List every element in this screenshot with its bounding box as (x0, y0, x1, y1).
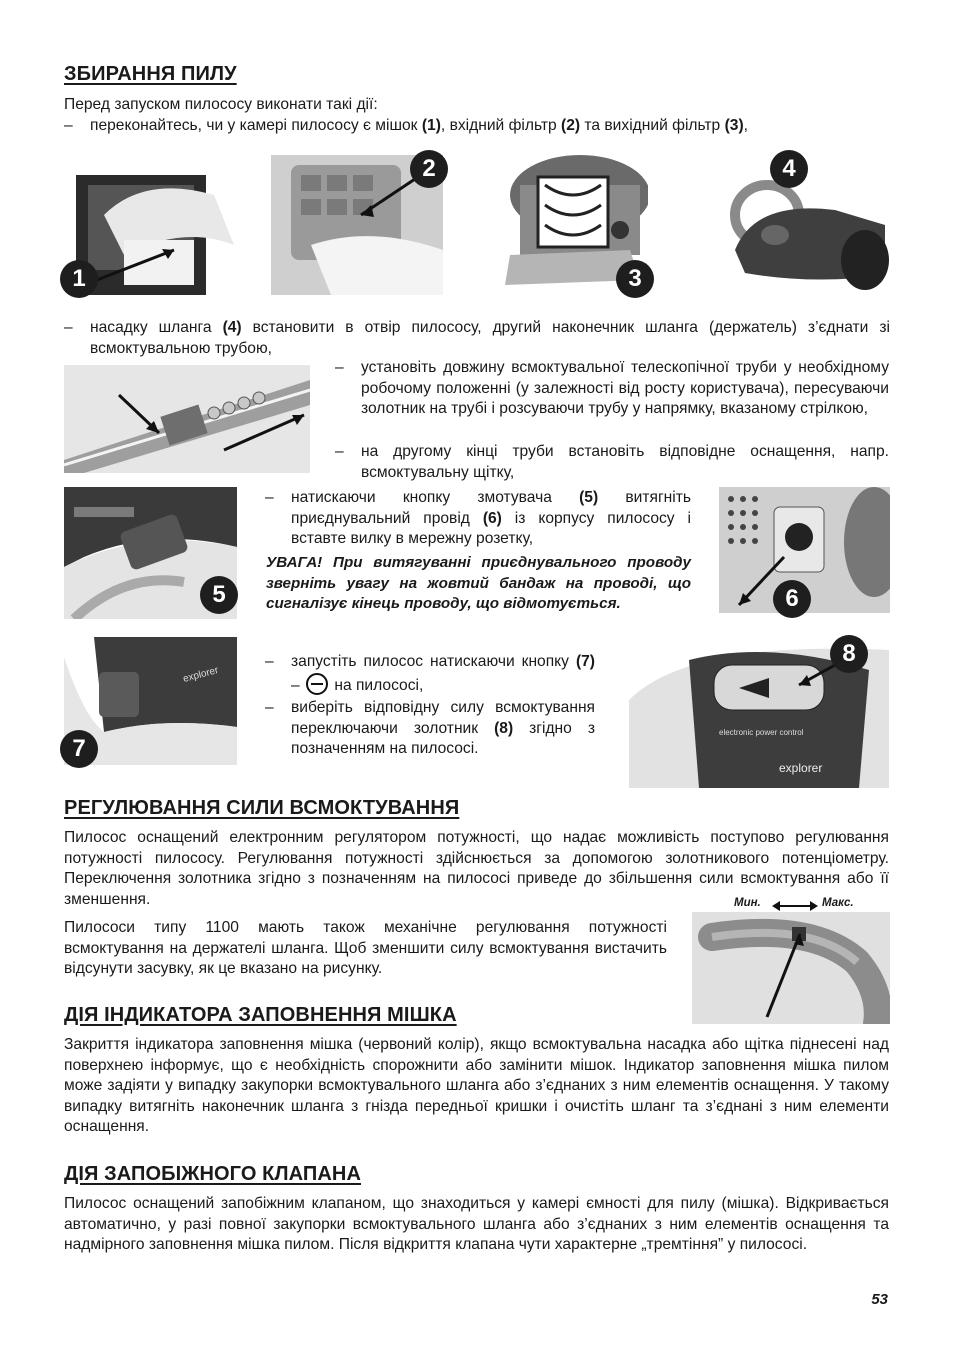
section-title-suction-control: РЕГУЛЮВАННЯ СИЛИ ВСМОКТУВАННЯ (64, 797, 460, 819)
telescopic-tube-illustration (64, 365, 310, 473)
callout-1: 1 (60, 260, 98, 298)
text: із корпусу пилососу і вставте вилку в мережну розетку, (291, 509, 691, 548)
ref-3: (3) (724, 117, 744, 134)
text: та вихідний фільтр (580, 117, 725, 134)
text: на пилососі, (330, 676, 424, 694)
text: , (743, 117, 748, 134)
text: на другому кінці труби встановіть відповідне оснащення, напр. всмоктувальну щітку, (361, 443, 889, 481)
page-number: 53 (871, 1291, 888, 1308)
control-label: electronic power control (719, 728, 804, 737)
callout-3: 3 (616, 260, 654, 298)
brand-label: explorer (181, 664, 220, 685)
ref-5: (5) (579, 489, 599, 506)
section-title-safety-valve: ДІЯ ЗАПОБІЖНОГО КЛАПАНА (64, 1163, 361, 1185)
step-cord (265, 488, 691, 550)
ref-6: (6) (482, 509, 502, 527)
max-label: Макс. (822, 897, 854, 909)
ref-1: (1) (421, 117, 441, 134)
dash: – (265, 653, 274, 670)
brand-label: explorer (779, 761, 823, 775)
callout-4: 4 (770, 150, 808, 188)
hose-handle-illustration (692, 912, 890, 1024)
dash: – (64, 117, 73, 134)
intro-text: Перед запуском пилососу виконати такі дії: (64, 96, 378, 113)
section-title-bag-indicator: ДІЯ ІНДИКАТОРА ЗАПОВНЕННЯ МІШКА (64, 1004, 457, 1026)
text: витягніть приєднувальний провід (291, 489, 691, 527)
dash: – (64, 319, 73, 336)
text: згідно з позначенням на пилососі. (291, 719, 595, 758)
text: запустіть пилосос натискаючи кнопку (291, 653, 576, 670)
step-bag-filters (64, 116, 890, 137)
text: встановити в отвір пилососу, другий наконечник шланга (держатель) з’єднати зі всмоктувальною трубою, (90, 319, 890, 357)
callout-2: 2 (410, 150, 448, 188)
min-max-arrow-icon (772, 899, 818, 911)
text: переконайтесь, чи у камері пилососу є мішок (90, 117, 422, 134)
callout-6: 6 (773, 580, 811, 618)
text: виберіть відповідну силу всмоктування переключаючи золотник (291, 699, 595, 737)
power-button-icon (306, 673, 328, 695)
text: натискаючи кнопку змотувача (291, 489, 580, 506)
text: – (291, 676, 305, 694)
photo-telescopic-tube (64, 365, 310, 473)
ref-2: (2) (561, 117, 581, 134)
photo-hose-handle (692, 912, 890, 1024)
step-suction-level (265, 698, 595, 760)
suction-paragraph-1: Пилосос оснащений електронним регулятором потужності, що надає можливість поступово регулювання потужності пилососу. Регулювання потужності здійснюється за допомогою золотникового потенціометру. Переключення золотника згідно з позначенням на пилососі приведе до збільшення сили всмоктування або її зменшення. (64, 829, 889, 908)
bag-indicator-paragraph: Закриття індикатора заповнення мішка (червоний колір), якщо всмоктувальна насадка або щітка піднесені над поверхнею інформує, що є необхідність спорожнити або замінити мішок. Індикатор заповнення мішка пилом може задіяти у випадку закупорки всмоктувального шланга або з’єднаних з ним елементів оснащення. У такому випадку витягніть наконечник шланга з гнізда передньої кришки і очистіть шланг та з’єднані з ним елементи оснащення. (64, 1036, 889, 1136)
dash: – (335, 359, 344, 376)
dash: – (265, 699, 274, 716)
dash: – (265, 489, 274, 506)
suction-paragraph-2: Пилососи типу 1100 мають також механічне регулювання потужності всмоктування на держателі шланга. Щоб зменшити силу всмоктування вистачить відсунути засувку, як це вказано на рисунку. (64, 919, 667, 978)
photo-hose-attached (725, 155, 890, 295)
text: , вхідний фільтр (440, 117, 562, 134)
text: установіть довжину всмоктувальної телескопічної труби у необхідному робочому положенні (у залежності від росту користувача), пересуваючи золотник на трубі і розсуваючи трубу у напрямку, вказаному стрілкою, (361, 359, 889, 418)
ref-7: (7) (575, 653, 595, 670)
step-start (265, 652, 595, 696)
dash: – (335, 443, 344, 460)
hose-attached-illustration (725, 155, 890, 295)
safety-valve-paragraph: Пилосос оснащений запобіжним клапаном, що знаходиться у камері ємності для пилу (мішка). Відкривається автоматично, у разі повної закупорки всмоктувального шланга або з’єднаних з ним елементів оснащення та надмірного заповнення мішка пилом. Після відкриття клапана чути характерне „тремтіння” у пилососі. (64, 1195, 889, 1254)
ref-8: (8) (494, 719, 514, 737)
step-tube-length (335, 358, 889, 420)
step-hose (64, 318, 890, 359)
callout-5: 5 (200, 576, 238, 614)
section-title-dust-collection: ЗБИРАННЯ ПИЛУ (64, 63, 237, 85)
ref-4: (4) (222, 319, 242, 336)
cord-warning: УВАГА! При витягуванні приєднувального проводу зверніть увагу на жовтий бандаж на проводі, що сигналізує кінець проводу, що відмотується. (266, 554, 691, 613)
min-label: Мин. (734, 897, 761, 909)
callout-8: 8 (830, 635, 868, 673)
text: насадку шланга (90, 319, 223, 336)
step-brush (335, 442, 889, 483)
callout-7: 7 (60, 730, 98, 768)
